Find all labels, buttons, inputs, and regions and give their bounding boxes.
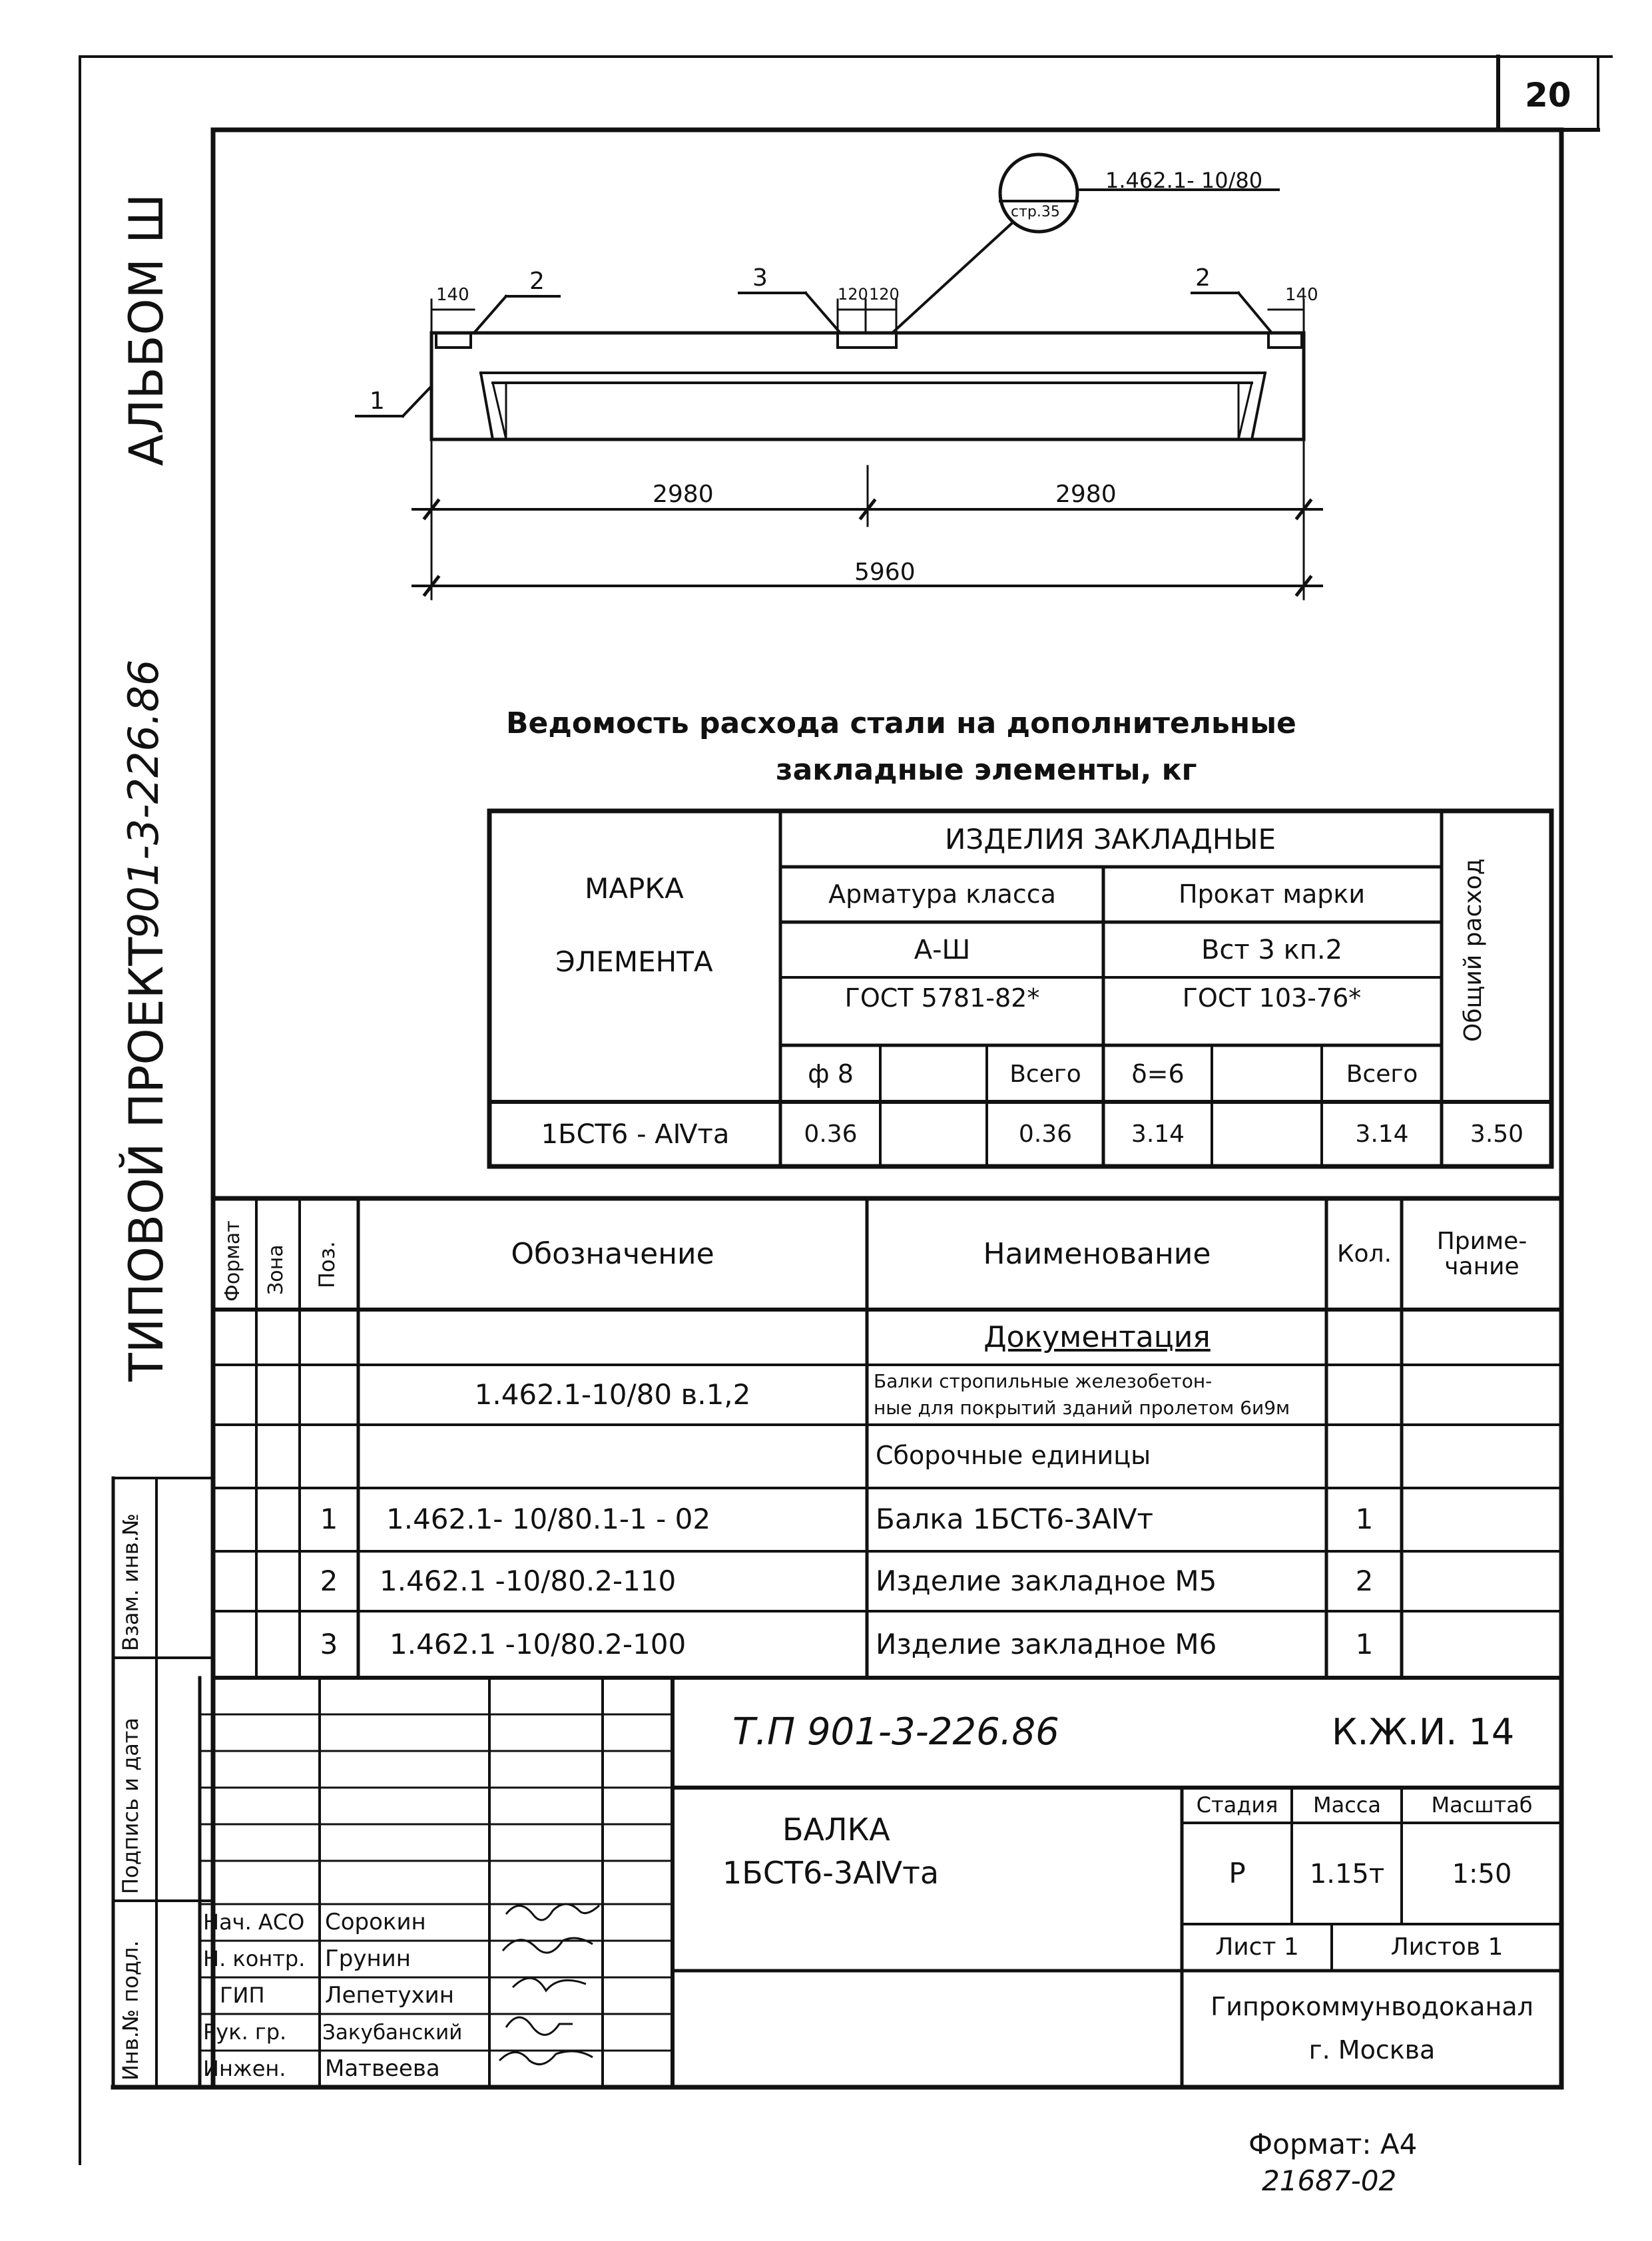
row-phi8: 0.36 <box>804 1120 858 1148</box>
tb-org-1: Гипрокоммунводоканал <box>1211 1992 1533 2022</box>
page-number: 20 <box>1525 76 1571 115</box>
rebar-gost: ГОСТ 5781-82* <box>844 983 1040 1013</box>
spec-doc-name-2: ные для покрытий зданий пролетом 6и9м <box>874 1397 1290 1419</box>
tb-sheets: Листов 1 <box>1390 1933 1504 1961</box>
spec-h-designation: Обозначение <box>511 1236 714 1271</box>
dim-2980-right: 2980 <box>1055 481 1117 508</box>
rebar-class: А-Ш <box>914 935 971 965</box>
rolled-gost: ГОСТ 103-76* <box>1182 983 1362 1013</box>
sub-delta6: δ=6 <box>1131 1059 1185 1089</box>
staff-name: Сорокин <box>325 1909 426 1936</box>
spec-doc-name-1: Балки стропильные железобетон- <box>874 1370 1213 1393</box>
position-3: 3 <box>752 264 768 292</box>
staff-role: Рук. гр. <box>203 2019 287 2045</box>
dim-120-b: 120 <box>869 285 900 304</box>
sub-phi8: ф 8 <box>808 1059 854 1089</box>
spec-row-designation: 1.462.1 -10/80.2-110 <box>380 1564 677 1597</box>
rolled-grade: Вст 3 кп.2 <box>1201 935 1343 965</box>
stamp-inv-original: Инв.№ подл. <box>118 1940 143 2081</box>
statement-title-line1: Ведомость расхода стали на дополнительные <box>506 706 1296 740</box>
row-blank2 <box>1214 1105 1320 1164</box>
footer-number: 21687-02 <box>1262 2164 1397 2197</box>
tb-scale: 1:50 <box>1452 1858 1512 1889</box>
col-mark-2: ЭЛЕМЕНТА <box>555 945 713 978</box>
group-header: ИЗДЕЛИЯ ЗАКЛАДНЫЕ <box>944 822 1276 856</box>
position-1: 1 <box>370 387 385 415</box>
total-header: Общий расход <box>1460 858 1487 1042</box>
spec-h-name: Наименование <box>983 1236 1211 1271</box>
signature-marks <box>499 1904 599 2065</box>
spec-row-qty: 1 <box>1355 1627 1374 1660</box>
stamp-replaced-inv: Взам. инв.№ <box>118 1513 143 1651</box>
spec-h-qty: Кол. <box>1336 1240 1392 1268</box>
tb-h-mass: Масса <box>1312 1792 1381 1818</box>
spec-row-name: Изделие закладное М5 <box>876 1564 1217 1597</box>
staff-name: Закубанский <box>322 2020 463 2045</box>
sub-total-rebar: Всего <box>1009 1061 1081 1089</box>
staff-role: Инжен. <box>203 2056 286 2082</box>
spec-row-designation: 1.462.1 -10/80.2-100 <box>390 1627 687 1660</box>
spec-row-pos: 3 <box>320 1627 338 1660</box>
footer-format: Формат: А4 <box>1248 2128 1418 2160</box>
spec-h-zone: Зона <box>264 1244 288 1295</box>
row-grand-total: 3.50 <box>1470 1120 1524 1148</box>
staff-role: Нач. АСО <box>203 1909 305 1935</box>
spec-section-units: Сборочные единицы <box>876 1441 1151 1471</box>
spec-h-pos: Поз. <box>314 1241 340 1288</box>
col-mark-1: МАРКА <box>585 872 684 905</box>
tb-sheet: Лист 1 <box>1215 1933 1299 1961</box>
spec-h-format: Формат <box>221 1220 244 1302</box>
spec-doc-designation: 1.462.1-10/80 в.1,2 <box>474 1377 751 1411</box>
spec-row-qty: 1 <box>1355 1502 1374 1535</box>
row-total-rebar: 0.36 <box>1018 1120 1073 1148</box>
rolled-header: Прокат марки <box>1178 879 1366 909</box>
dim-120-a: 120 <box>838 285 868 304</box>
statement-title-line2: закладные элементы, кг <box>776 753 1197 787</box>
ref-page: стр.35 <box>1011 204 1060 220</box>
project-side-label: ТИПОВОЙ ПРОЕКТ <box>119 937 174 1381</box>
tb-name-1: БАЛКА <box>782 1812 890 1848</box>
ref-label: 1.462.1- 10/80 <box>1105 168 1263 193</box>
row-total-rolled: 3.14 <box>1355 1120 1409 1148</box>
dim-140-left: 140 <box>436 285 469 305</box>
tb-h-stage: Стадия <box>1196 1792 1278 1818</box>
row-delta6: 3.14 <box>1131 1120 1185 1148</box>
spec-row-pos: 2 <box>320 1564 338 1597</box>
staff-name: Лепетухин <box>325 1982 455 2009</box>
tb-code: Т.П 901-3-226.86 <box>732 1710 1059 1754</box>
staff-name: Грунин <box>325 1945 411 1973</box>
spec-row-qty: 2 <box>1355 1564 1374 1597</box>
spec-h-note: Приме-чание <box>1436 1228 1527 1280</box>
spec-row-name: Балка 1БСТ6-3АⅣт <box>876 1502 1153 1535</box>
tb-mass: 1.15т <box>1309 1858 1385 1889</box>
dim-2980-left: 2980 <box>653 481 714 508</box>
spec-row-designation: 1.462.1- 10/80.1-1 - 02 <box>386 1502 711 1535</box>
tb-stage: Р <box>1229 1857 1246 1890</box>
staff-role: Н. контр. <box>203 1946 306 1972</box>
spec-section-docs: Документация <box>983 1320 1211 1354</box>
tb-sheet-code: К.Ж.И. 14 <box>1332 1711 1515 1754</box>
row-mark: 1БСТ6 - АⅣта <box>541 1119 730 1150</box>
spec-row-name: Изделие закладное М6 <box>876 1627 1217 1660</box>
project-code-side: 901-3-226.86 <box>119 659 168 939</box>
sub-total-rolled: Всего <box>1346 1061 1418 1089</box>
rebar-header: Арматура класса <box>828 879 1056 909</box>
staff-role: ГИП <box>220 1983 265 2009</box>
staff-name: Матвеева <box>325 2055 440 2083</box>
tb-h-scale: Масштаб <box>1431 1792 1533 1818</box>
tb-name-2: 1БСТ6-3АⅣта <box>722 1855 940 1891</box>
stamp-signature-date: Подпись и дата <box>118 1717 143 1894</box>
tb-org-2: г. Москва <box>1308 2035 1436 2065</box>
row-blank1 <box>882 1105 985 1164</box>
dim-5960: 5960 <box>854 559 916 586</box>
position-2-right: 2 <box>1195 264 1211 292</box>
dim-140-right: 140 <box>1285 285 1318 305</box>
spec-row-pos: 1 <box>320 1502 338 1535</box>
album-label: АЛЬБОМ Ш <box>119 193 174 466</box>
position-2-left: 2 <box>529 268 545 295</box>
